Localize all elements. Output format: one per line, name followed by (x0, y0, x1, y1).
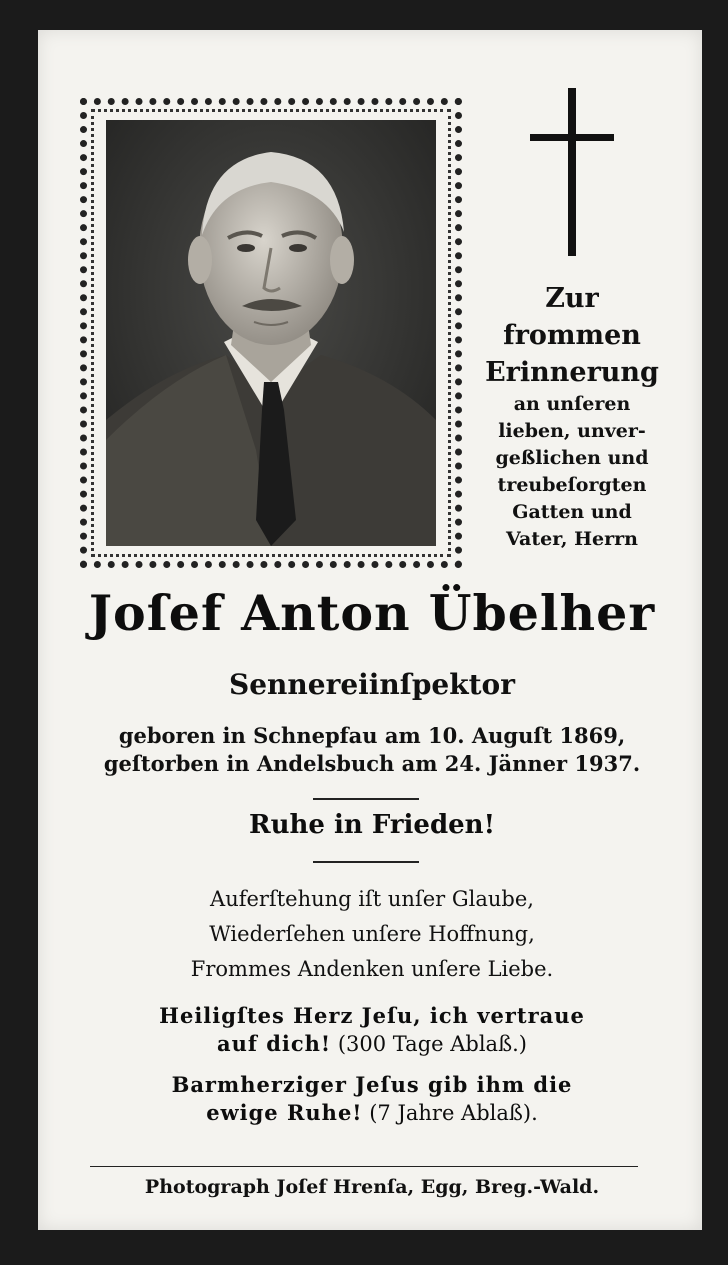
verses (40, 882, 704, 987)
intro-line-7: treubeſorgten (497, 474, 647, 496)
verse-line-1: Auferſtehung iſt unſer Glaube, (210, 887, 534, 911)
photographer-credit: Photograph Joſef Hrenſa, Egg, Breg.-Wald. (144, 1176, 600, 1198)
intro-line-6: geßlichen und (495, 447, 649, 469)
rip-heading: Ruhe in Frieden! (249, 810, 495, 840)
prayer1-line-2-bold: auf dich! (217, 1031, 332, 1056)
intro-line-8: Gatten und (512, 501, 632, 523)
footer-divider (90, 1166, 638, 1167)
intro-line-9: Vater, Herrn (506, 528, 638, 550)
divider-bottom (313, 861, 419, 863)
prayer2-indulgence: (7 Jahre Ablaß). (369, 1101, 538, 1125)
deceased-title: Sennereiinſpektor (229, 668, 515, 701)
birth-line: geboren in Schnepfau am 10. Auguſt 1869, (118, 723, 626, 748)
prayer-sacred-heart (40, 1002, 704, 1058)
divider-top (313, 798, 419, 800)
verse-line-2: Wiederſehen unſere Hoffnung, (209, 922, 535, 946)
death-line: geſtorben in Andelsbuch am 24. Jänner 1937. (103, 751, 641, 776)
deceased-name: Joſef Anton Übelher (88, 584, 656, 642)
prayer1-line-1: Heiligſtes Herz Jeſu, ich vertraue (159, 1003, 585, 1028)
portrait-image (106, 120, 436, 546)
prayer-merciful-jesus (40, 1071, 704, 1127)
cross-icon (528, 88, 616, 256)
intro-line-3: Erinnerung (485, 357, 659, 388)
intro-line-2: frommen (503, 320, 641, 351)
prayer2-line-1: Barmherziger Jeſus gib ihm die (171, 1072, 573, 1097)
portrait-photo (106, 120, 436, 546)
intro-line-4: an unſeren (513, 393, 631, 415)
intro-line-1: Zur (545, 283, 599, 314)
prayer1-indulgence: (300 Tage Ablaß.) (337, 1032, 527, 1056)
prayer2-line-2-bold: ewige Ruhe! (206, 1100, 363, 1125)
dedication-text (468, 280, 676, 553)
intro-line-5: lieben, unver- (498, 420, 646, 442)
verse-line-3: Frommes Andenken unſere Liebe. (190, 957, 554, 981)
life-dates (40, 722, 704, 778)
